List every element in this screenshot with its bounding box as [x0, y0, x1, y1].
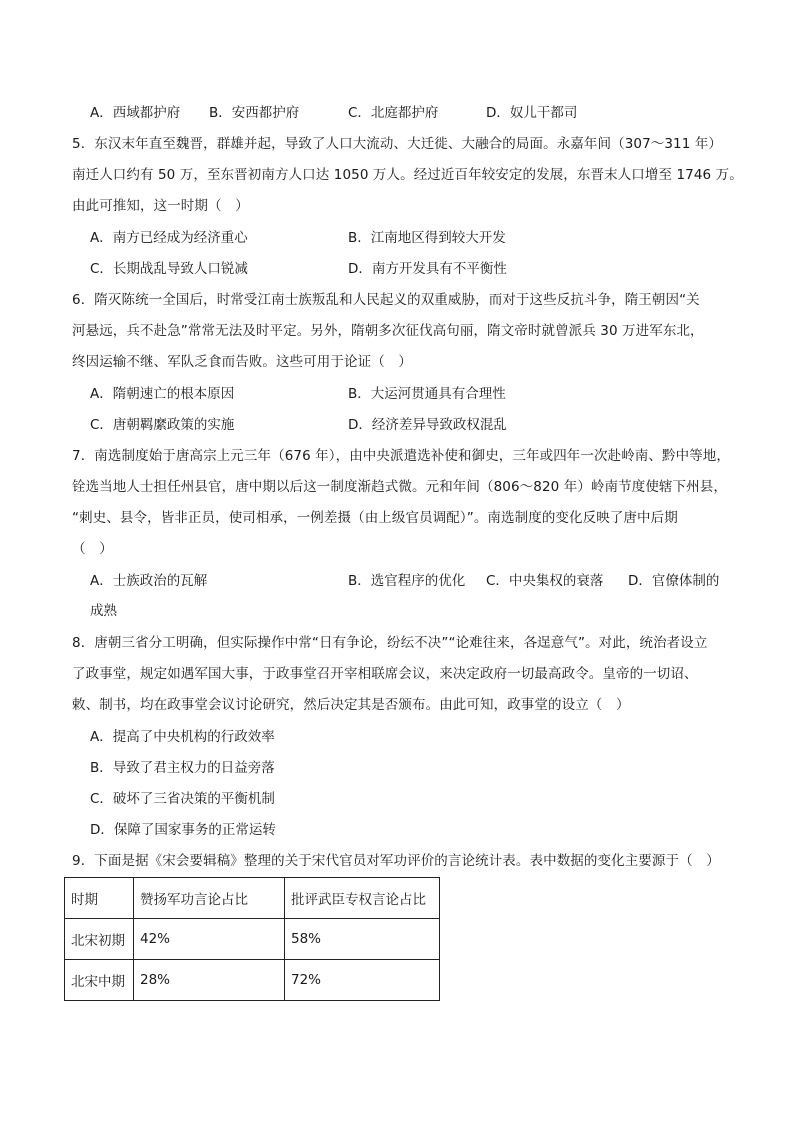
q8-stem-line-1: 8．唐朝三省分工明确，但实际操作中常“日有争论，纷纭不决”“论难往来，各逞意气”。对此，统治者设立: [72, 635, 708, 651]
q5-stem-line-2: 南迁人口约有 50 万，至东晋初南方人口达 1050 万人。经过近百年较安定的发展，东晋末人口增至 1746 万。: [72, 167, 743, 183]
q7-option-a: A．士族政治的瓦解: [90, 573, 208, 589]
q9-statistics-table: [64, 877, 440, 1001]
q6-option-a: A．隋朝速亡的根本原因: [90, 386, 235, 402]
q5-option-d: D．南方开发具有不平衡性: [348, 261, 507, 277]
q7-stem-line-4: （ ）: [72, 541, 113, 557]
q7-stem-line-3: “刺史、县令，皆非正员，使司相承，一例差摄（由上级官员调配）”。南选制度的变化反映了唐中后期: [72, 510, 678, 526]
q4-option-a: A．西域都护府: [90, 105, 181, 121]
q6-option-c: C．唐朝羁縻政策的实施: [90, 417, 235, 433]
table-cell-criticism: 72%: [285, 960, 440, 1001]
q4-option-c: C．北庭都护府: [348, 105, 439, 121]
table-header-cell: 赞扬军功言论占比: [134, 878, 285, 919]
q4-option-d: D．奴儿干都司: [486, 105, 578, 121]
q7-stem-line-2: 铨选当地人士担任州县官，唐中期以后这一制度渐趋式微。元和年间（806～820 年）岭南节度使辖下州县，: [72, 479, 727, 495]
table-header-cell: 批评武臣专权言论占比: [285, 878, 440, 919]
q5-option-b: B．江南地区得到较大开发: [348, 230, 506, 246]
table-row: [65, 919, 440, 960]
table-cell-period: 北宋初期: [65, 919, 134, 960]
q8-stem-line-2: 了政事堂，规定如遇军国大事，于政事堂召开宰相联席会议，来决定政府一切最高政令。皇帝的一切诏、: [72, 666, 698, 682]
q5-option-c: C．长期战乱导致人口锐减: [90, 261, 248, 277]
q7-stem-line-1: 7．南选制度始于唐高宗上元三年（676 年），由中央派遣选补使和御史，三年或四年一次赴岭南、黔中等地，: [72, 448, 730, 464]
table-header-cell: 时期: [65, 878, 134, 919]
q8-stem-line-3: 敕、制书，均在政事堂会议讨论研究，然后决定其是否颁布。由此可知，政事堂的设立（ ）: [72, 697, 630, 713]
q7-option-d-continuation: 成熟: [90, 603, 117, 619]
table-cell-praise: 28%: [134, 960, 285, 1001]
table-row: [65, 960, 440, 1001]
q5-option-a: A．南方已经成为经济重心: [90, 230, 248, 246]
q7-option-d: D．官僚体制的: [628, 573, 720, 589]
q8-option-b: B．导致了君主权力的日益旁落: [90, 760, 275, 776]
table-cell-praise: 42%: [134, 919, 285, 960]
q8-option-a: A．提高了中央机构的行政效率: [90, 729, 275, 745]
q6-stem-line-1: 6．隋灭陈统一全国后，时常受江南士族叛乱和人民起义的双重威胁，而对于这些反抗斗争，隋王朝因“关: [72, 292, 700, 308]
q7-option-c: C．中央集权的衰落: [486, 573, 604, 589]
q6-stem-line-3: 终因运输不继、军队乏食而告败。这些可用于论证（ ）: [72, 354, 412, 370]
q7-option-b: B．选官程序的优化: [348, 573, 466, 589]
q9-stem: 9．下面是据《宋会要辑稿》整理的关于宋代官员对军功评价的言论统计表。表中数据的变化主要源于（ ）: [72, 853, 720, 869]
q6-option-d: D．经济差异导致政权混乱: [348, 417, 507, 433]
table-cell-period: 北宋中期: [65, 960, 134, 1001]
q8-option-d: D．保障了国家事务的正常运转: [90, 822, 276, 838]
table-cell-criticism: 58%: [285, 919, 440, 960]
q4-option-b: B．安西都护府: [209, 105, 300, 121]
q8-option-c: C．破坏了三省决策的平衡机制: [90, 791, 275, 807]
table-header-row: [65, 878, 440, 919]
q6-stem-line-2: 河悬远，兵不赴急”常常无法及时平定。另外，隋朝多次征伐高句丽，隋文帝时就曾派兵 30 万进军东北，: [72, 323, 704, 339]
q5-stem-line-1: 5．东汉末年直至魏晋，群雄并起，导致了人口大流动、大迁徙、大融合的局面。永嘉年间（307～311 年）: [72, 136, 723, 152]
q5-stem-line-3: 由此可推知，这一时期（ ）: [72, 198, 249, 214]
q6-option-b: B．大运河贯通具有合理性: [348, 386, 506, 402]
